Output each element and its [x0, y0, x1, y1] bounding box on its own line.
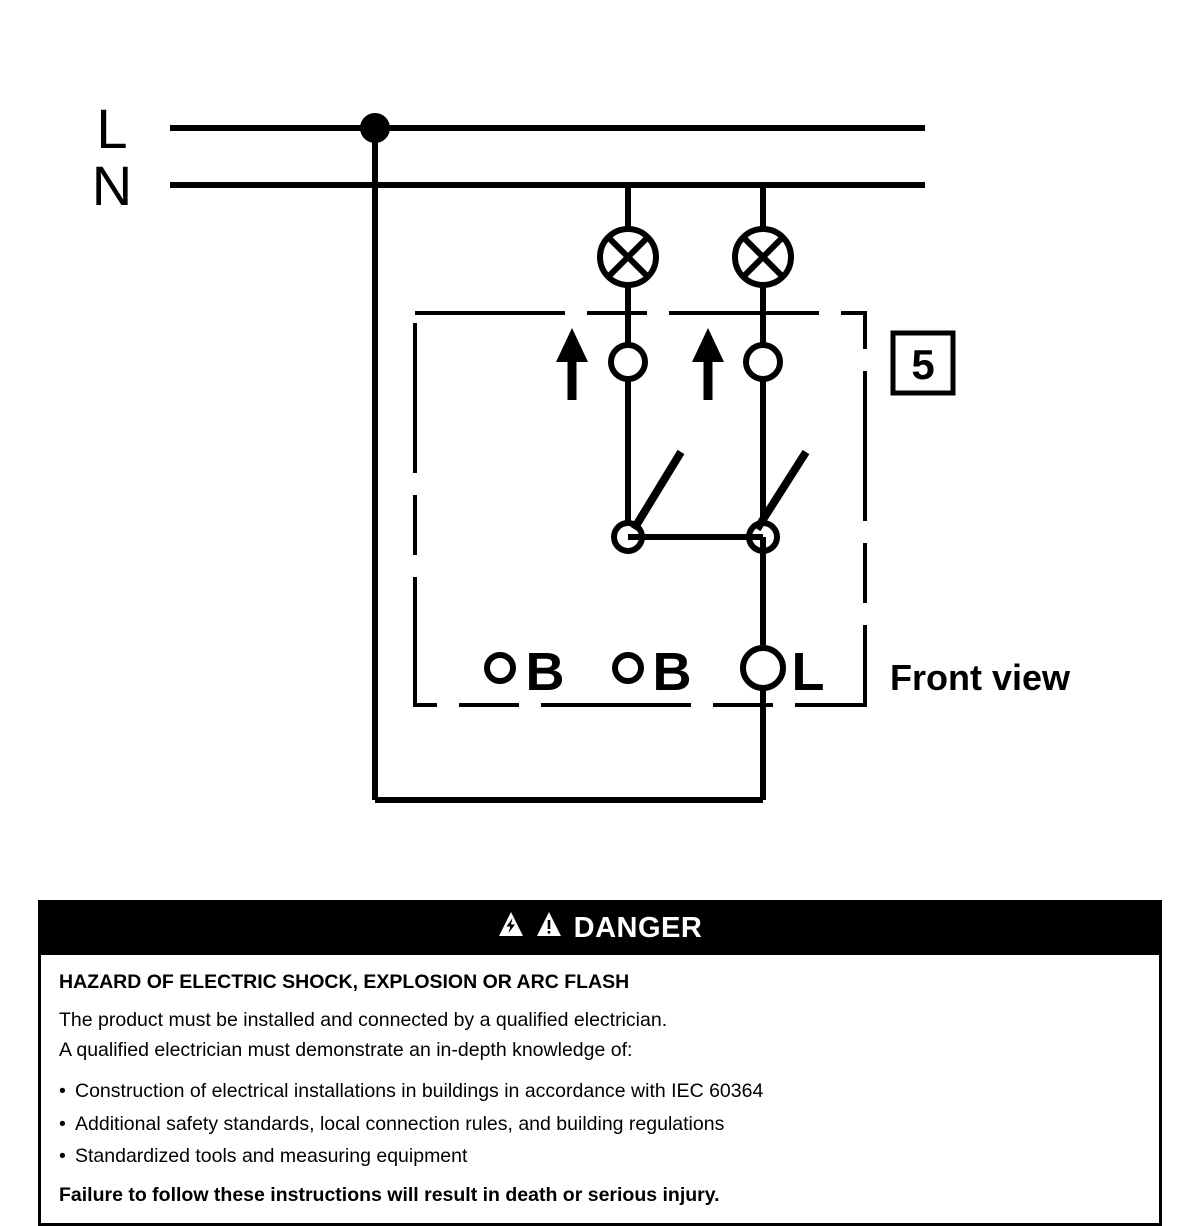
- terminal-b1-label: B: [525, 642, 565, 702]
- danger-title: HAZARD OF ELECTRIC SHOCK, EXPLOSION OR ARC FLASH: [59, 971, 630, 993]
- danger-header: [41, 903, 1159, 955]
- terminal-b2-label: B: [652, 642, 692, 702]
- lamp-icon-right: [735, 229, 791, 285]
- high-voltage-icon: [498, 911, 524, 945]
- list-item: • Standardized tools and measuring equipment: [59, 1142, 1141, 1170]
- figure-number-label: 5: [911, 341, 935, 388]
- danger-footer: Failure to follow these instructions will result in death or serious injury.: [59, 1184, 720, 1207]
- danger-line-1: The product must be installed and connected by a qualified electrician.: [59, 1009, 668, 1031]
- terminal-L-label: L: [791, 642, 825, 702]
- terminal-upper-left: [611, 345, 645, 379]
- switch-blade-left: [634, 452, 681, 529]
- terminal-b1-dot: [487, 655, 513, 681]
- label-line-L: L: [96, 97, 128, 160]
- list-item: • Additional safety standards, local connection rules, and building regulations: [59, 1110, 1141, 1138]
- up-arrow-icon-left: [556, 328, 588, 400]
- front-view-caption: Front view: [890, 657, 1071, 698]
- label-line-N: N: [91, 154, 133, 217]
- up-arrow-icon-right: [692, 328, 724, 400]
- danger-panel: [38, 900, 1162, 1226]
- danger-line-2: A qualified electrician must demonstrate an in-depth knowledge of:: [59, 1038, 633, 1061]
- warning-triangle-icon: [536, 911, 562, 945]
- terminal-upper-right: [746, 345, 780, 379]
- terminal-b2-dot: [615, 655, 641, 681]
- danger-header-label: DANGER: [573, 911, 703, 944]
- lamp-icon-left: [600, 229, 656, 285]
- list-item: • Construction of electrical installations in buildings in accordance with IEC 60364: [59, 1077, 1141, 1105]
- terminal-L-dot: [743, 648, 783, 688]
- danger-body: [41, 955, 1159, 1223]
- danger-bullet-list: [59, 1077, 1141, 1170]
